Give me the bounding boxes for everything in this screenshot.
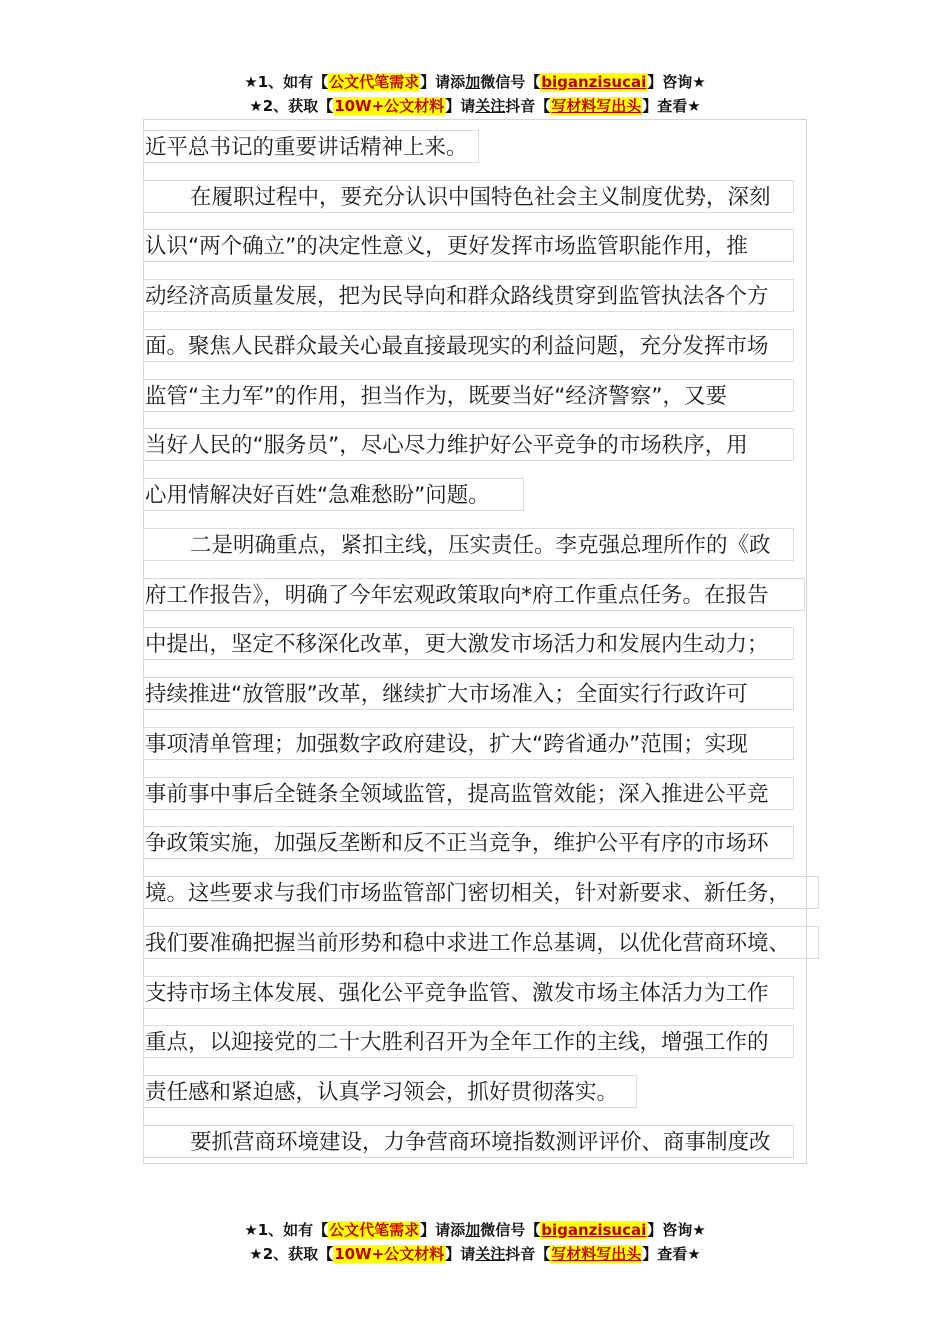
text-line: 重点，以迎接党的二十大胜利召开为全年工作的主线，增强工作的 (143, 1025, 794, 1058)
text-line: 府工作报告》，明确了今年宏观政策取向*府工作重点任务。在报告 (143, 578, 805, 611)
banner-text: 】查看★ (642, 97, 701, 115)
banner-line-1 (0, 1218, 950, 1242)
banner-text: 】查看★ (642, 1245, 701, 1263)
paragraph-first-line: 二是明确重点，紧扣主线，压实责任。李克强总理所作的《政 (143, 528, 794, 561)
text-line: 持续推进“放管服”改革，继续扩大市场准入；全面实行行政许可 (143, 677, 794, 710)
footer-banner (0, 1218, 950, 1266)
banner-line-1 (0, 70, 950, 94)
text-line: 监管“主力军”的作用，担当作为，既要当好“经济警察”，又要 (143, 379, 794, 412)
banner-line-2 (0, 94, 950, 118)
text-line: 争政策实施，加强反垄断和反不正当竞争，维护公平有序的市场环 (143, 826, 794, 859)
text-line: 面。聚焦人民群众最关心最直接最现实的利益问题，充分发挥市场 (143, 329, 794, 362)
text-line: 支持市场主体发展、强化公平竞争监管、激发市场主体活力为工作 (143, 976, 794, 1009)
banner-text: 抖音【 (505, 1245, 551, 1263)
banner-highlight: 公文代笔需求 (329, 73, 420, 91)
banner-text: 】咨询★ (647, 73, 706, 91)
douyin-id-highlight: 写材料写出头 (551, 1245, 642, 1263)
text-line: 动经济高质量发展，把为民导向和群众路线贯穿到监管执法各个方 (143, 279, 794, 312)
banner-highlight: 10W+公文材料 (334, 97, 445, 115)
banner-highlight: 公文代笔需求 (329, 1221, 420, 1239)
text-line: 当好人民的“服务员”，尽心尽力维护好公平竞争的市场秩序，用 (143, 428, 794, 461)
banner-highlight: 10W+公文材料 (334, 1245, 445, 1263)
banner-text: 】请 (445, 97, 476, 115)
banner-text: ★1、如有【 (244, 73, 329, 91)
text-line: 境。这些要求与我们市场监管部门密切相关，针对新要求、新任务， (143, 876, 819, 909)
banner-text: 微信号【 (480, 1221, 541, 1239)
banner-line-2 (0, 1242, 950, 1266)
banner-text: 加 (465, 1221, 481, 1239)
banner-text: ★2、获取【 (249, 1245, 334, 1263)
text-line: 中提出，坚定不移深化改革，更大激发市场活力和发展内生动力； (143, 627, 794, 660)
paragraph-first-line: 要抓营商环境建设，力争营商环境指数测评评价、商事制度改 (143, 1125, 794, 1158)
banner-text: 】请添 (420, 73, 466, 91)
header-banner (0, 70, 950, 118)
text-line: 责任感和紧迫感，认真学习领会，抓好贯彻落实。 (143, 1075, 637, 1108)
text-line: 我们要准确把握当前形势和稳中求进工作总基调，以优化营商环境、 (143, 926, 819, 959)
text-line: 近平总书记的重要讲话精神上来。 (143, 130, 479, 163)
text-line: 认识“两个确立”的决定性意义，更好发挥市场监管职能作用，推 (143, 229, 794, 262)
text-line: 事前事中事后全链条全领域监管，提高监管效能；深入推进公平竞 (143, 777, 794, 810)
banner-text: ★2、获取【 (249, 97, 334, 115)
banner-text: ★1、如有【 (244, 1221, 329, 1239)
banner-text: 微信号【 (480, 73, 541, 91)
wechat-id-highlight: biganzisucai (541, 1221, 647, 1239)
banner-text: 】请 (445, 1245, 476, 1263)
banner-text: 】咨询★ (647, 1221, 706, 1239)
douyin-id-highlight: 写材料写出头 (551, 97, 642, 115)
banner-text: 】请添 (420, 1221, 466, 1239)
text-line: 事项清单管理；加强数字政府建设，扩大“跨省通办”范围；实现 (143, 727, 794, 760)
banner-text: 加 (465, 73, 481, 91)
banner-text: 抖音【 (505, 97, 551, 115)
banner-text: 关注 (475, 97, 506, 115)
wechat-id-highlight: biganzisucai (541, 73, 647, 91)
paragraph-first-line: 在履职过程中，要充分认识中国特色社会主义制度优势，深刻 (143, 180, 794, 213)
text-line: 心用情解决好百姓“急难愁盼”问题。 (143, 478, 524, 511)
banner-text: 关注 (475, 1245, 506, 1263)
